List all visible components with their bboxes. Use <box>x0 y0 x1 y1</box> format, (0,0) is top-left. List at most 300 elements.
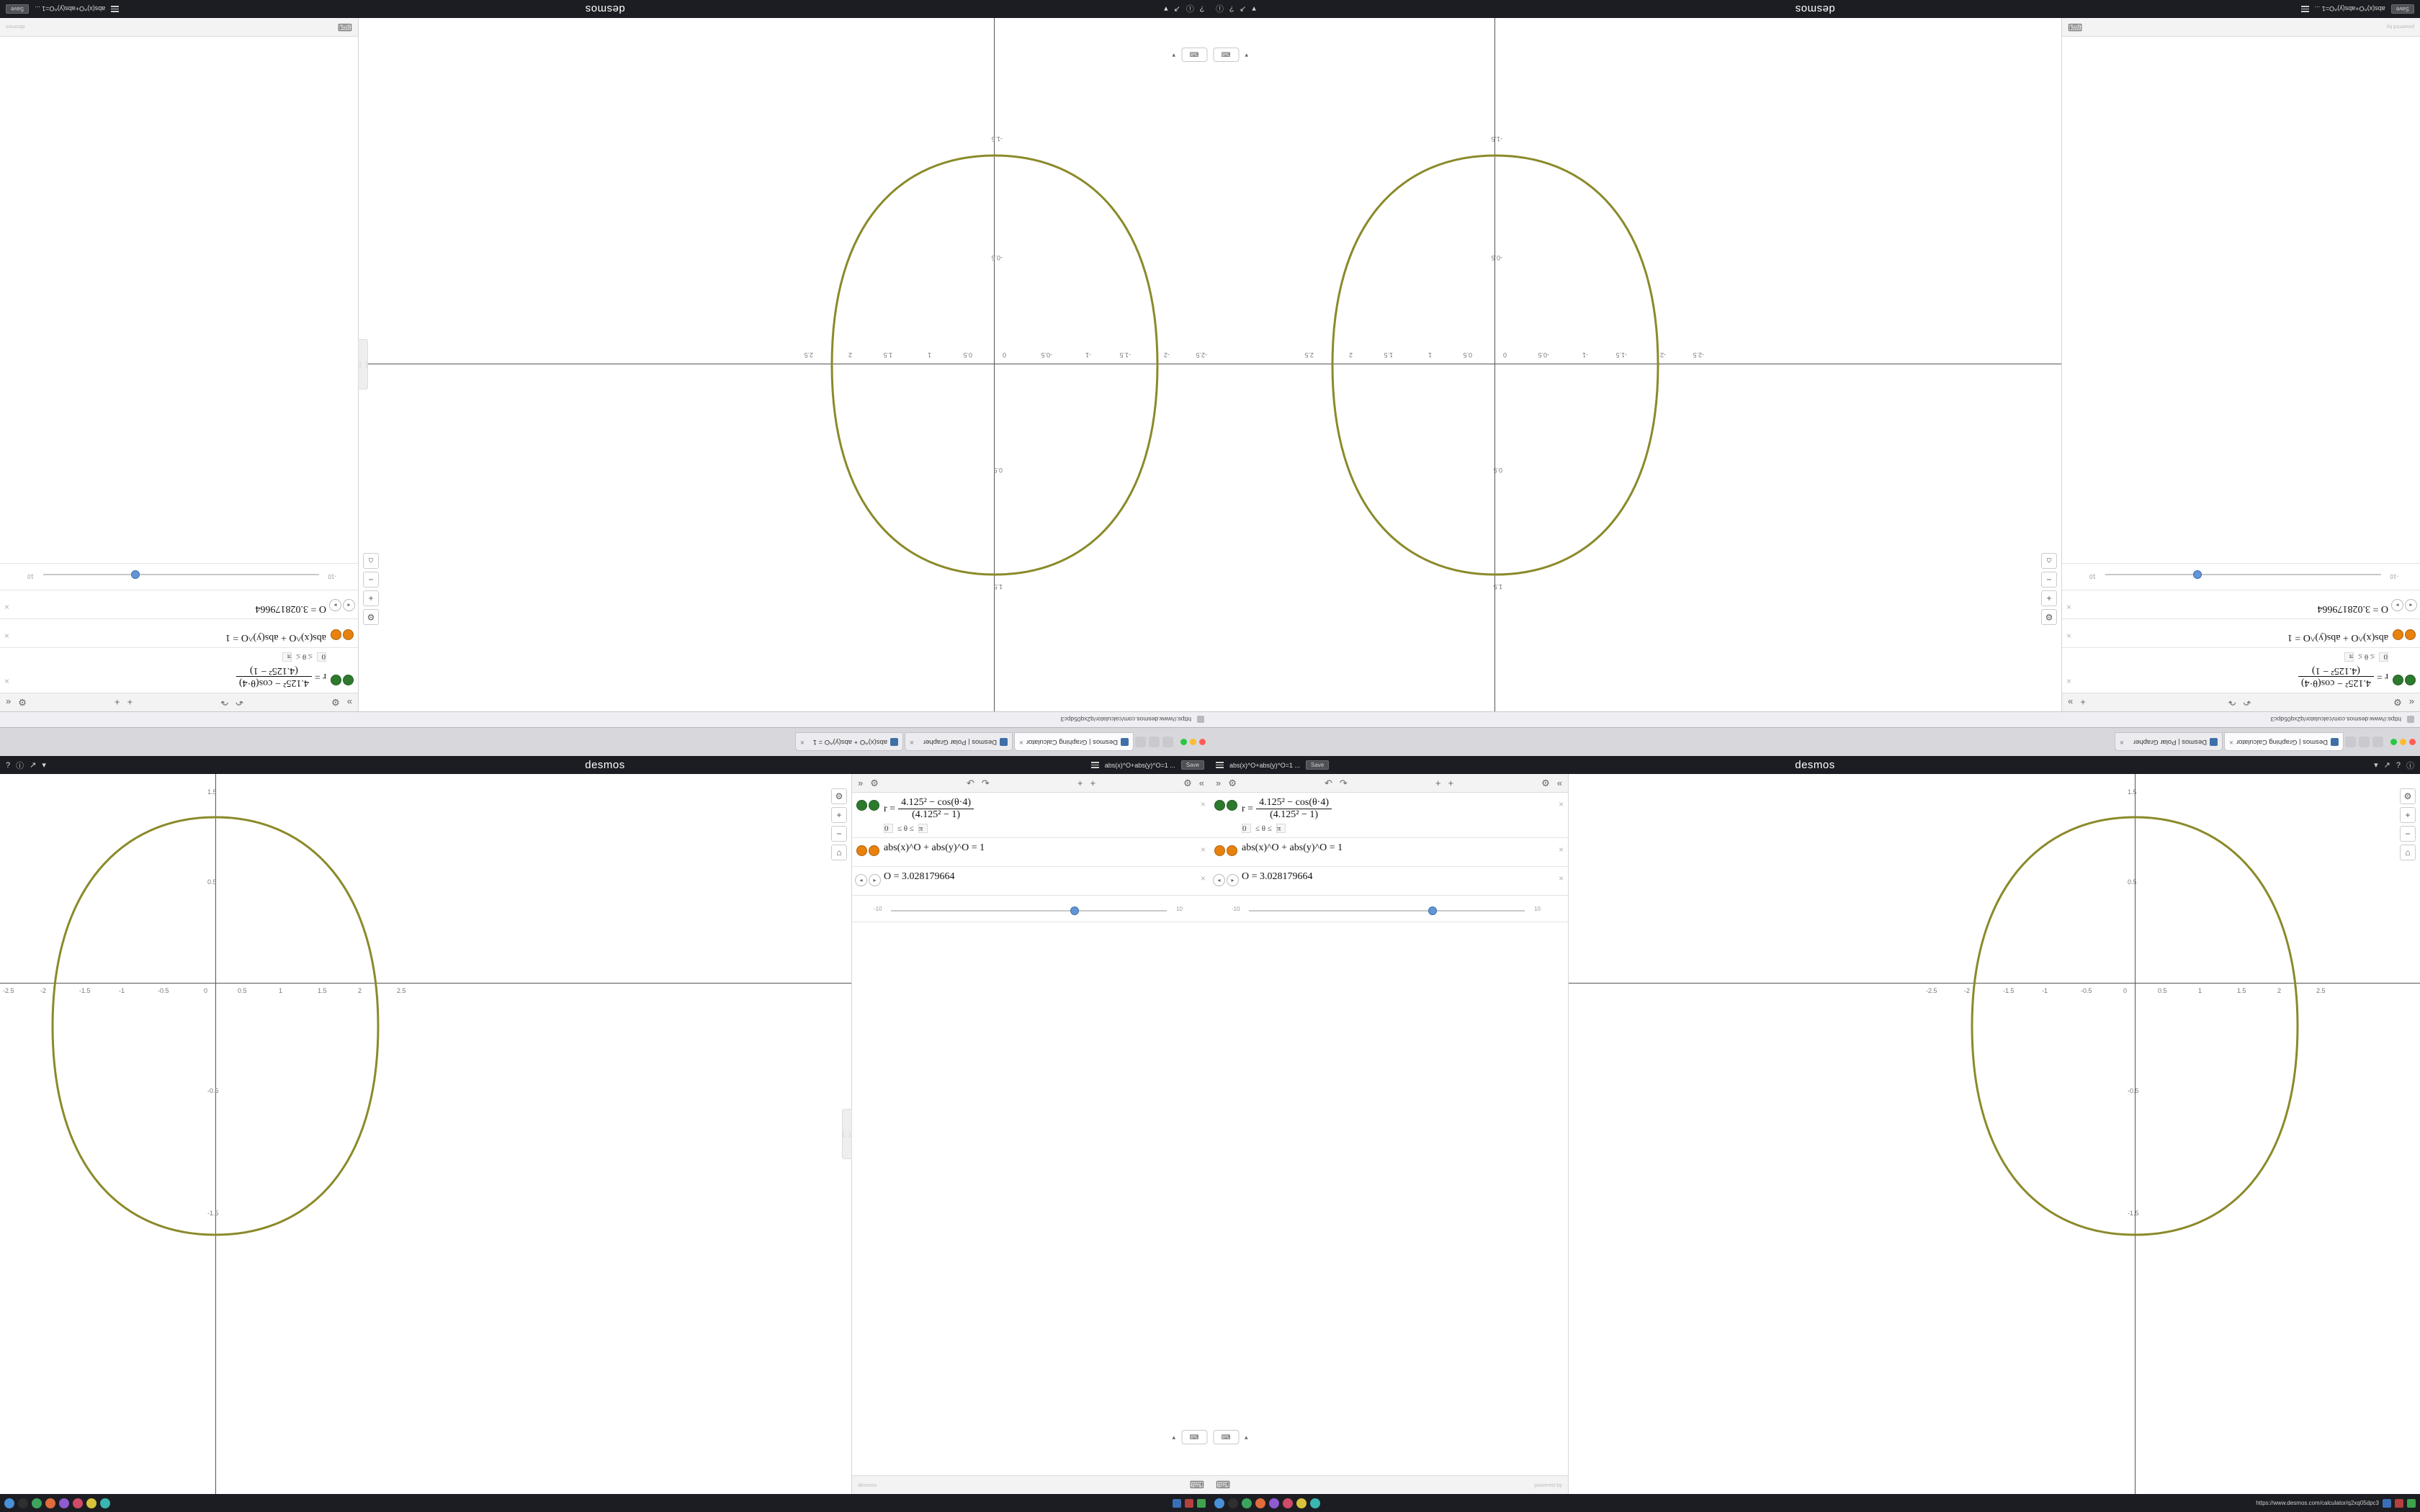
apps-icon[interactable] <box>4 1498 14 1508</box>
expression-content[interactable]: abs(x)^O + abs(y)^O = 1 <box>884 842 985 853</box>
expression-content[interactable]: O = 3.028179664 <box>1242 871 1313 882</box>
keyboard-icon[interactable]: ⌨ <box>1189 1479 1204 1490</box>
domain-min-field[interactable]: 0 <box>317 652 326 662</box>
x-tick: 2 <box>848 351 852 359</box>
system-tray[interactable] <box>2256 1499 2416 1508</box>
step-back-button[interactable]: ◂ <box>1213 874 1225 886</box>
step-forward-button[interactable]: ▸ <box>2391 599 2403 611</box>
color-dot-orange[interactable] <box>856 845 867 856</box>
redo-icon[interactable]: ↷ <box>981 777 990 788</box>
keyboard-icon[interactable]: ⌨ <box>1181 48 1207 62</box>
graph-tools[interactable] <box>2400 788 2416 860</box>
keyboard-icon[interactable]: ⌨ <box>2068 22 2083 33</box>
zoom-in-button[interactable]: + <box>363 590 379 606</box>
home-button[interactable]: ⌂ <box>2400 845 2416 860</box>
titlebar-right-controls[interactable] <box>2374 760 2414 771</box>
keyboard-icon[interactable]: ⌨ <box>1181 1430 1207 1444</box>
expression-list[interactable] <box>852 793 1210 1475</box>
color-dot-green[interactable] <box>1214 800 1225 811</box>
chevron-down-icon[interactable]: ▾ <box>1172 51 1175 59</box>
editor-icon[interactable] <box>59 1498 69 1508</box>
step-forward-button[interactable]: ▸ <box>1227 874 1239 886</box>
panel-footer[interactable] <box>1210 1475 1568 1494</box>
gear-icon[interactable]: ⚙ <box>1541 777 1550 788</box>
desmos-app[interactable] <box>0 18 1210 711</box>
zoom-out-button[interactable]: − <box>363 572 379 588</box>
back-icon[interactable] <box>2372 737 2383 747</box>
os-taskbar[interactable] <box>0 1494 1210 1512</box>
delete-expression-icon[interactable]: × <box>1200 799 1206 809</box>
color-dot-green[interactable] <box>331 675 341 685</box>
slider-step-controls[interactable] <box>1210 871 1242 886</box>
expression-row-2[interactable] <box>852 838 1210 867</box>
expression-row-3[interactable] <box>1210 867 1568 896</box>
question-icon[interactable]: ? <box>1199 4 1204 14</box>
desmos-app[interactable] <box>1210 18 2420 711</box>
undo-icon[interactable]: ↶ <box>1324 777 1332 788</box>
expression-color-swatches[interactable] <box>1210 797 1242 811</box>
tab-2[interactable] <box>795 733 903 752</box>
expression-list[interactable] <box>0 37 358 693</box>
expression-content[interactable]: O = 3.028179664 <box>884 871 955 882</box>
browser-icon[interactable] <box>45 1498 55 1508</box>
save-button[interactable]: Save <box>1181 760 1204 770</box>
domain-min-field[interactable]: 0 <box>2379 652 2388 662</box>
add-item-button[interactable]: + <box>114 697 120 708</box>
forward-icon[interactable] <box>2359 737 2370 747</box>
domain-restriction[interactable] <box>884 824 1191 833</box>
expression-content[interactable]: abs(x)^O + abs(y)^O = 1 <box>225 632 326 643</box>
slider-track[interactable] <box>1249 910 1525 912</box>
panel-toolbar[interactable] <box>2062 693 2420 711</box>
volume-icon[interactable] <box>1185 1499 1193 1508</box>
window-controls[interactable] <box>2390 739 2416 745</box>
redo-icon[interactable]: ↷ <box>220 697 229 708</box>
wrench-icon[interactable]: ⚙ <box>363 609 379 625</box>
home-button[interactable]: ⌂ <box>831 845 847 860</box>
music-icon[interactable] <box>73 1498 83 1508</box>
share-icon[interactable]: ↗ <box>1173 4 1180 13</box>
zoom-out-button[interactable]: − <box>2041 572 2057 588</box>
calc-icon[interactable] <box>1310 1498 1320 1508</box>
expression-content[interactable] <box>19 652 326 688</box>
slider-knob[interactable] <box>1428 906 1437 915</box>
domain-restriction[interactable] <box>2081 652 2388 662</box>
info-icon[interactable]: ⓘ <box>2406 761 2414 770</box>
graph-title-field[interactable]: abs(x)^O+abs(y)^O=1 ... <box>1229 761 1300 769</box>
window-titlebar[interactable] <box>1210 0 2420 18</box>
maximize-icon[interactable] <box>1180 739 1187 745</box>
slider-knob[interactable] <box>2193 570 2202 579</box>
terminal-icon[interactable] <box>1228 1498 1238 1508</box>
window-titlebar[interactable] <box>1210 756 2420 774</box>
titlebar-left-controls[interactable] <box>1216 760 1329 770</box>
delete-expression-icon[interactable]: × <box>2066 602 2072 612</box>
keyboard-widget-bottom[interactable] <box>1172 1430 1247 1444</box>
delete-expression-icon[interactable]: × <box>4 602 10 612</box>
keyboard-icon[interactable]: ⌨ <box>337 22 352 33</box>
color-dot-green[interactable] <box>343 675 354 685</box>
collapse-icon[interactable]: « <box>1556 778 1563 788</box>
expand-icon[interactable]: » <box>1216 778 1222 788</box>
files-icon[interactable] <box>32 1498 42 1508</box>
minimize-icon[interactable] <box>1190 739 1196 745</box>
titlebar-right-controls[interactable] <box>1091 760 1204 770</box>
slider-track[interactable] <box>43 574 319 575</box>
keyboard-icon[interactable]: ⌨ <box>1213 48 1239 62</box>
desmos-app[interactable] <box>0 774 1210 1494</box>
browser-chrome[interactable] <box>1210 727 2420 756</box>
add-expression-button[interactable]: + <box>1435 778 1441 788</box>
save-button[interactable]: Save <box>6 4 29 14</box>
delete-expression-icon[interactable]: × <box>1558 799 1564 809</box>
panel-footer[interactable] <box>852 1475 1210 1494</box>
keyboard-icon[interactable]: ⌨ <box>1216 1479 1231 1490</box>
expression-color-swatches[interactable] <box>852 797 884 811</box>
gear-icon[interactable]: ⚙ <box>1183 777 1192 788</box>
expression-row-3[interactable] <box>852 867 1210 896</box>
expression-row-1[interactable] <box>0 647 358 693</box>
expression-row-3[interactable] <box>2062 590 2420 618</box>
parameter-slider[interactable] <box>874 906 1183 916</box>
titlebar-right-controls[interactable] <box>1216 4 1256 15</box>
delete-expression-icon[interactable]: × <box>2066 676 2072 686</box>
expression-row-1[interactable] <box>2062 647 2420 693</box>
color-dot-orange[interactable] <box>869 845 879 856</box>
expand-icon[interactable]: » <box>346 697 352 708</box>
color-dot-green[interactable] <box>2405 675 2416 685</box>
info-icon[interactable]: ⓘ <box>1186 4 1194 13</box>
expression-color-swatches[interactable] <box>2388 629 2420 643</box>
forward-icon[interactable] <box>1149 737 1160 747</box>
window-titlebar[interactable] <box>0 0 1210 18</box>
color-dot-orange[interactable] <box>343 629 354 640</box>
expression-list[interactable] <box>2062 37 2420 693</box>
expression-row-1[interactable] <box>1210 793 1568 838</box>
expand-icon[interactable]: » <box>2068 697 2074 708</box>
slider-step-controls[interactable] <box>2388 599 2420 614</box>
y-tick: 1.5 <box>2128 788 2137 796</box>
redo-icon[interactable]: ↷ <box>2228 697 2236 708</box>
os-taskbar[interactable] <box>1210 1494 2420 1512</box>
brand-label: desmos <box>585 3 625 15</box>
chevron-down-icon[interactable]: ▾ <box>2374 761 2378 770</box>
tab-1[interactable] <box>2115 733 2223 752</box>
x-tick: -0.5 <box>1041 351 1052 359</box>
volume-icon[interactable] <box>2395 1499 2403 1508</box>
fraction <box>236 665 312 688</box>
expression-panel[interactable] <box>841 774 1210 1494</box>
titlebar-left-controls[interactable] <box>2301 4 2414 14</box>
chevron-up-icon[interactable]: ▴ <box>1172 1433 1175 1441</box>
tab-close-icon[interactable]: × <box>2229 738 2233 746</box>
color-dot-orange[interactable] <box>1227 845 1237 856</box>
expression-content[interactable]: abs(x)^O + abs(y)^O = 1 <box>2287 632 2388 643</box>
slider-row[interactable] <box>0 563 358 590</box>
browser-chrome[interactable] <box>0 727 1210 756</box>
keyboard-widget-top[interactable] <box>1172 48 1247 62</box>
back-icon[interactable] <box>1162 737 1173 747</box>
color-dot-green[interactable] <box>1227 800 1237 811</box>
expression-panel[interactable] <box>2061 18 2420 711</box>
wrench-icon[interactable]: ⚙ <box>831 788 847 804</box>
files-icon[interactable] <box>1242 1498 1252 1508</box>
reload-icon[interactable] <box>1135 737 1146 747</box>
domain-max-field[interactable]: π <box>918 824 928 833</box>
slider-min-label: -10 <box>328 573 336 580</box>
desmos-app[interactable] <box>1210 774 2420 1494</box>
expression-row-2[interactable] <box>0 618 358 647</box>
apps-icon[interactable] <box>1214 1498 1224 1508</box>
network-icon[interactable] <box>2383 1499 2391 1508</box>
domain-restriction[interactable] <box>1242 824 1549 833</box>
desmos-window-top-left[interactable] <box>0 0 1210 756</box>
window-controls[interactable] <box>1180 739 1206 745</box>
tab-0[interactable] <box>2224 733 2344 752</box>
zoom-in-button[interactable]: + <box>2400 807 2416 823</box>
titlebar-left-controls[interactable] <box>6 760 46 771</box>
terminal-icon[interactable] <box>18 1498 28 1508</box>
panel-footer[interactable] <box>2062 18 2420 37</box>
step-forward-button[interactable]: ▸ <box>329 599 341 611</box>
panel-resize-handle[interactable]: ⋮⋮ <box>842 1109 852 1159</box>
mail-icon[interactable] <box>86 1498 97 1508</box>
tab-1[interactable] <box>905 733 1013 752</box>
collapse-icon[interactable]: « <box>1198 778 1205 788</box>
expression-color-swatches[interactable] <box>326 629 358 643</box>
gear-icon[interactable]: ⚙ <box>1228 777 1237 788</box>
parameter-slider[interactable] <box>1232 906 1541 916</box>
hamburger-icon[interactable] <box>1091 762 1099 768</box>
chevron-up-icon[interactable]: ▴ <box>1245 1433 1248 1441</box>
parameter-slider[interactable] <box>2089 570 2398 580</box>
panel-footer[interactable] <box>0 18 358 37</box>
y-tick: 0.5 <box>207 878 217 886</box>
close-icon[interactable] <box>1199 739 1206 745</box>
graph-title-field[interactable]: abs(x)^O+abs(y)^O=1 ... <box>35 5 106 13</box>
graph-canvas[interactable] <box>1569 774 2420 1494</box>
add-item-button[interactable]: + <box>1090 778 1096 788</box>
add-item-button[interactable]: + <box>1448 778 1454 788</box>
gear-icon[interactable]: ⚙ <box>2393 697 2402 708</box>
undo-icon[interactable]: ↶ <box>966 777 974 788</box>
chevron-down-icon[interactable]: ▾ <box>1245 51 1248 59</box>
question-icon[interactable]: ? <box>2396 760 2401 770</box>
step-forward-button[interactable]: ▸ <box>869 874 881 886</box>
expression-content[interactable]: O = 3.028179664 <box>255 603 326 614</box>
expression-content[interactable]: O = 3.028179664 <box>2317 603 2388 614</box>
y-tick: 1.5 <box>207 788 217 796</box>
panel-toolbar[interactable] <box>0 693 358 711</box>
slider-knob[interactable] <box>1070 906 1079 915</box>
address-bar[interactable] <box>1210 711 2420 727</box>
music-icon[interactable] <box>1283 1498 1293 1508</box>
save-button[interactable]: Save <box>1306 760 1329 770</box>
share-icon[interactable]: ↗ <box>2383 761 2390 770</box>
desmos-window-bottom-left[interactable] <box>0 756 1210 1512</box>
chevron-down-icon[interactable]: ▾ <box>1164 4 1168 13</box>
slider-track[interactable] <box>891 910 1167 912</box>
share-icon[interactable]: ↗ <box>1240 4 1247 13</box>
minimize-icon[interactable] <box>2400 739 2406 745</box>
collapse-icon[interactable]: « <box>5 697 12 708</box>
maximize-icon[interactable] <box>2390 739 2397 745</box>
expression-content[interactable] <box>2081 652 2388 688</box>
color-dot-green[interactable] <box>2393 675 2403 685</box>
battery-icon[interactable] <box>2407 1499 2416 1508</box>
delete-expression-icon[interactable]: × <box>4 631 10 641</box>
tab-strip[interactable] <box>4 733 1134 752</box>
mail-icon[interactable] <box>1296 1498 1307 1508</box>
zoom-in-button[interactable]: + <box>2041 590 2057 606</box>
wrench-icon[interactable]: ⚙ <box>2041 609 2057 625</box>
info-icon[interactable]: ⓘ <box>16 761 24 770</box>
home-button[interactable]: ⌂ <box>2041 553 2057 569</box>
hamburger-icon[interactable] <box>1216 762 1224 768</box>
zoom-out-button[interactable]: − <box>831 826 847 842</box>
step-back-button[interactable]: ◂ <box>855 874 867 886</box>
expression-color-swatches[interactable] <box>852 842 884 856</box>
domain-max-field[interactable]: π <box>282 652 292 662</box>
graph-tools[interactable] <box>363 553 379 625</box>
slider-knob[interactable] <box>131 570 140 579</box>
address-bar[interactable] <box>0 711 1210 727</box>
info-icon[interactable]: ⓘ <box>1216 4 1224 13</box>
keyboard-icon[interactable]: ⌨ <box>1213 1430 1239 1444</box>
panel-resize-handle[interactable]: ⋮⋮ <box>358 340 368 390</box>
step-back-button[interactable]: ◂ <box>2405 599 2417 611</box>
domain-restriction[interactable] <box>19 652 326 662</box>
panel-toolbar[interactable] <box>852 774 1210 793</box>
add-expression-button[interactable]: + <box>2080 697 2086 708</box>
delete-expression-icon[interactable]: × <box>1200 873 1206 883</box>
delete-expression-icon[interactable]: × <box>1558 845 1564 855</box>
tab-close-icon[interactable]: × <box>910 738 914 746</box>
desmos-window-top-right[interactable] <box>1210 0 2420 756</box>
domain-max-field[interactable]: π <box>1276 824 1286 833</box>
delete-expression-icon[interactable]: × <box>1558 873 1564 883</box>
slider-step-controls[interactable] <box>852 871 884 886</box>
calc-icon[interactable] <box>100 1498 110 1508</box>
gear-icon[interactable]: ⚙ <box>18 697 27 708</box>
reload-icon[interactable] <box>2345 737 2356 747</box>
add-expression-button[interactable]: + <box>127 697 133 708</box>
slider-track[interactable] <box>2105 574 2381 575</box>
undo-icon[interactable]: ↶ <box>2243 697 2251 708</box>
expand-icon[interactable]: » <box>858 778 864 788</box>
graph-tools[interactable] <box>831 788 847 860</box>
hamburger-icon[interactable] <box>2301 6 2309 12</box>
slider-row[interactable] <box>852 896 1210 922</box>
delete-expression-icon[interactable]: × <box>4 676 10 686</box>
battery-icon[interactable] <box>1197 1499 1206 1508</box>
hamburger-icon[interactable] <box>111 6 119 12</box>
browser-icon[interactable] <box>1255 1498 1265 1508</box>
add-expression-button[interactable]: + <box>1077 778 1083 788</box>
brand-label: desmos <box>1795 3 1835 15</box>
expression-color-swatches[interactable] <box>326 675 358 688</box>
expression-row-1[interactable] <box>852 793 1210 838</box>
tab-close-icon[interactable]: × <box>1019 738 1023 746</box>
color-dot-green[interactable] <box>869 800 879 811</box>
gear-icon[interactable]: ⚙ <box>870 777 879 788</box>
chevron-down-icon[interactable]: ▾ <box>42 761 46 770</box>
expression-color-swatches[interactable] <box>2388 675 2420 688</box>
slider-step-controls[interactable] <box>326 599 358 614</box>
save-button[interactable]: Save <box>2391 4 2414 14</box>
graph-canvas[interactable] <box>359 18 1210 711</box>
expression-row-2[interactable] <box>1210 838 1568 867</box>
color-dot-orange[interactable] <box>2393 629 2403 640</box>
zoom-in-button[interactable]: + <box>831 807 847 823</box>
y-tick: -0.5 <box>2128 1087 2139 1094</box>
panel-toolbar[interactable] <box>1210 774 1568 793</box>
zoom-out-button[interactable]: − <box>2400 826 2416 842</box>
color-dot-orange[interactable] <box>331 629 341 640</box>
slider-row[interactable] <box>1210 896 1568 922</box>
window-titlebar[interactable] <box>0 756 1210 774</box>
color-dot-orange[interactable] <box>2405 629 2416 640</box>
expression-content[interactable] <box>884 797 1191 833</box>
tab-close-icon[interactable]: × <box>2120 738 2124 746</box>
expression-content[interactable] <box>1242 797 1549 833</box>
question-icon[interactable]: ? <box>6 760 11 770</box>
domain-max-field[interactable]: π <box>2344 652 2354 662</box>
home-button[interactable]: ⌂ <box>363 553 379 569</box>
expression-color-swatches[interactable] <box>1210 842 1242 856</box>
chevron-down-icon[interactable]: ▾ <box>1252 4 1256 13</box>
desmos-window-bottom-right[interactable] <box>1210 756 2420 1512</box>
expression-panel[interactable] <box>0 18 369 711</box>
tab-close-icon[interactable]: × <box>800 738 805 746</box>
graph-canvas[interactable] <box>1210 18 2061 711</box>
share-icon[interactable]: ↗ <box>30 761 37 770</box>
wrench-icon[interactable]: ⚙ <box>2400 788 2416 804</box>
color-dot-orange[interactable] <box>1214 845 1225 856</box>
tab-0[interactable] <box>1014 733 1134 752</box>
color-dot-green[interactable] <box>856 800 867 811</box>
redo-icon[interactable]: ↷ <box>1339 777 1348 788</box>
expression-content[interactable]: abs(x)^O + abs(y)^O = 1 <box>1242 842 1343 853</box>
delete-expression-icon[interactable]: × <box>1200 845 1206 855</box>
gear-icon[interactable]: ⚙ <box>331 697 340 708</box>
domain-min-field[interactable]: 0 <box>1242 824 1251 833</box>
step-back-button[interactable]: ◂ <box>343 599 355 611</box>
expression-row-3[interactable] <box>0 590 358 618</box>
graph-title-field[interactable]: abs(x)^O+abs(y)^O=1 ... <box>1104 761 1175 769</box>
parameter-slider[interactable] <box>27 570 336 580</box>
graph-title-field[interactable]: abs(x)^O+abs(y)^O=1 ... <box>2314 5 2385 13</box>
tab-strip[interactable] <box>1214 733 2344 752</box>
collapse-icon[interactable]: « <box>2408 697 2414 708</box>
delete-expression-icon[interactable]: × <box>2066 631 2072 641</box>
domain-min-field[interactable]: 0 <box>884 824 893 833</box>
slider-row[interactable] <box>2062 563 2420 590</box>
graph-tools[interactable] <box>2041 553 2057 625</box>
network-icon[interactable] <box>1173 1499 1181 1508</box>
question-icon[interactable]: ? <box>1229 4 1234 14</box>
expression-list[interactable] <box>1210 793 1568 1475</box>
system-tray[interactable] <box>1173 1499 1206 1508</box>
titlebar-left-controls[interactable] <box>1164 4 1204 15</box>
expression-row-2[interactable] <box>2062 618 2420 647</box>
titlebar-right-controls[interactable] <box>6 4 119 14</box>
close-icon[interactable] <box>2409 739 2416 745</box>
expression-panel[interactable] <box>1210 774 1569 1494</box>
editor-icon[interactable] <box>1269 1498 1279 1508</box>
graph-canvas[interactable] <box>0 774 851 1494</box>
undo-icon[interactable]: ↶ <box>236 697 244 708</box>
